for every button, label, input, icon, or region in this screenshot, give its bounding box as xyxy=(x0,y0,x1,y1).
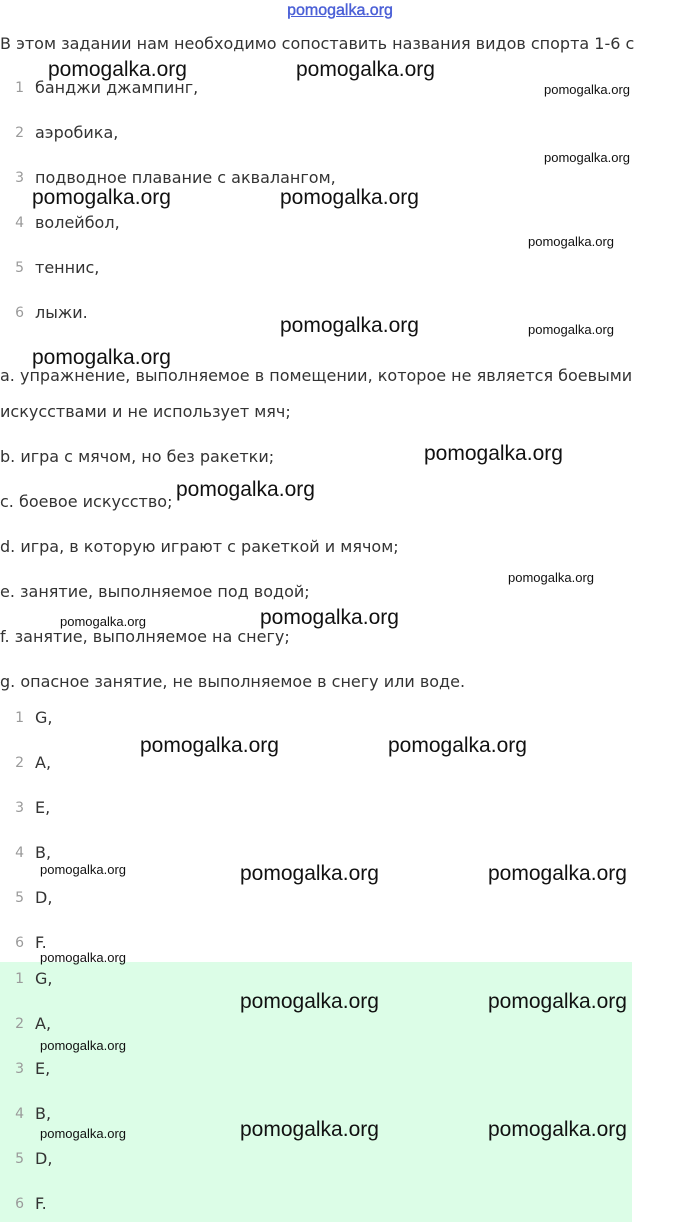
list-number: 3 xyxy=(15,170,24,186)
site-header-link[interactable]: pomogalka.org xyxy=(287,2,393,19)
watermark: pomogalka.org xyxy=(240,1118,379,1141)
answer-number: 3 xyxy=(15,800,24,816)
list-item: лыжи. xyxy=(35,303,88,322)
watermark: pomogalka.org xyxy=(48,58,187,81)
list-item: подводное плавание с аквалангом, xyxy=(35,168,336,187)
watermark: pomogalka.org xyxy=(240,990,379,1013)
answer-number: 3 xyxy=(15,1061,24,1077)
watermark: pomogalka.org xyxy=(32,346,171,369)
watermark: pomogalka.org xyxy=(32,186,171,209)
answer-letter: F. xyxy=(35,1194,47,1213)
watermark: pomogalka.org xyxy=(280,314,419,337)
answer-letter: E, xyxy=(35,1059,51,1078)
answer-number: 1 xyxy=(15,710,24,726)
watermark: pomogalka.org xyxy=(424,442,563,465)
answer-letter: G, xyxy=(35,969,53,988)
watermark: pomogalka.org xyxy=(488,1118,627,1141)
definition-a: a. упражнение, выполняемое в помещении, которое не является боевыми xyxy=(0,366,633,385)
answer-number: 2 xyxy=(15,755,24,771)
watermark: pomogalka.org xyxy=(40,1126,126,1141)
definition-a-continued: искусствами и не использует мяч; xyxy=(0,402,291,421)
list-number: 6 xyxy=(15,305,24,321)
watermark: pomogalka.org xyxy=(388,734,527,757)
list-item: волейбол, xyxy=(35,213,120,232)
answer-letter: E, xyxy=(35,798,51,817)
answer-number: 1 xyxy=(15,971,24,987)
watermark: pomogalka.org xyxy=(544,82,630,97)
answer-number: 2 xyxy=(15,1016,24,1032)
definition-b: b. игра с мячом, но без ракетки; xyxy=(0,447,275,466)
answer-letter: A, xyxy=(35,1014,52,1033)
watermark: pomogalka.org xyxy=(296,58,435,81)
list-number: 2 xyxy=(15,125,24,141)
definition-f: f. занятие, выполняемое на снегу; xyxy=(0,627,290,646)
answer-number: 4 xyxy=(15,1106,24,1122)
watermark: pomogalka.org xyxy=(260,606,399,629)
definition-g: g. опасное занятие, не выполняемое в снегу или воде. xyxy=(0,672,466,691)
watermark: pomogalka.org xyxy=(240,862,379,885)
task-intro: В этом задании нам необходимо сопоставить названия видов спорта 1-6 с xyxy=(0,34,635,53)
list-number: 4 xyxy=(15,215,24,231)
answer-letter: D, xyxy=(35,888,53,907)
watermark: pomogalka.org xyxy=(40,950,126,965)
watermark: pomogalka.org xyxy=(40,862,126,877)
list-number: 1 xyxy=(15,80,24,96)
answer-letter: B, xyxy=(35,843,52,862)
answer-number: 6 xyxy=(15,1196,24,1212)
watermark: pomogalka.org xyxy=(508,570,594,585)
answer-number: 5 xyxy=(15,1151,24,1167)
answer-number: 4 xyxy=(15,845,24,861)
list-item: теннис, xyxy=(35,258,100,277)
watermark: pomogalka.org xyxy=(528,234,614,249)
list-item: банджи джампинг, xyxy=(35,78,199,97)
answer-letter: G, xyxy=(35,708,53,727)
watermark: pomogalka.org xyxy=(488,862,627,885)
answer-letter: A, xyxy=(35,753,52,772)
watermark: pomogalka.org xyxy=(176,478,315,501)
watermark: pomogalka.org xyxy=(40,1038,126,1053)
definition-d: d. игра, в которую играют с ракеткой и мячом; xyxy=(0,537,399,556)
list-number: 5 xyxy=(15,260,24,276)
watermark: pomogalka.org xyxy=(528,322,614,337)
answer-letter: F. xyxy=(35,933,47,952)
watermark: pomogalka.org xyxy=(488,990,627,1013)
list-item: аэробика, xyxy=(35,123,119,142)
definition-e: e. занятие, выполняемое под водой; xyxy=(0,582,310,601)
answer-letter: B, xyxy=(35,1104,52,1123)
answer-letter: D, xyxy=(35,1149,53,1168)
definition-c: c. боевое искусство; xyxy=(0,492,173,511)
answer-number: 6 xyxy=(15,935,24,951)
watermark: pomogalka.org xyxy=(280,186,419,209)
watermark: pomogalka.org xyxy=(544,150,630,165)
answer-number: 5 xyxy=(15,890,24,906)
watermark: pomogalka.org xyxy=(140,734,279,757)
watermark: pomogalka.org xyxy=(60,614,146,629)
